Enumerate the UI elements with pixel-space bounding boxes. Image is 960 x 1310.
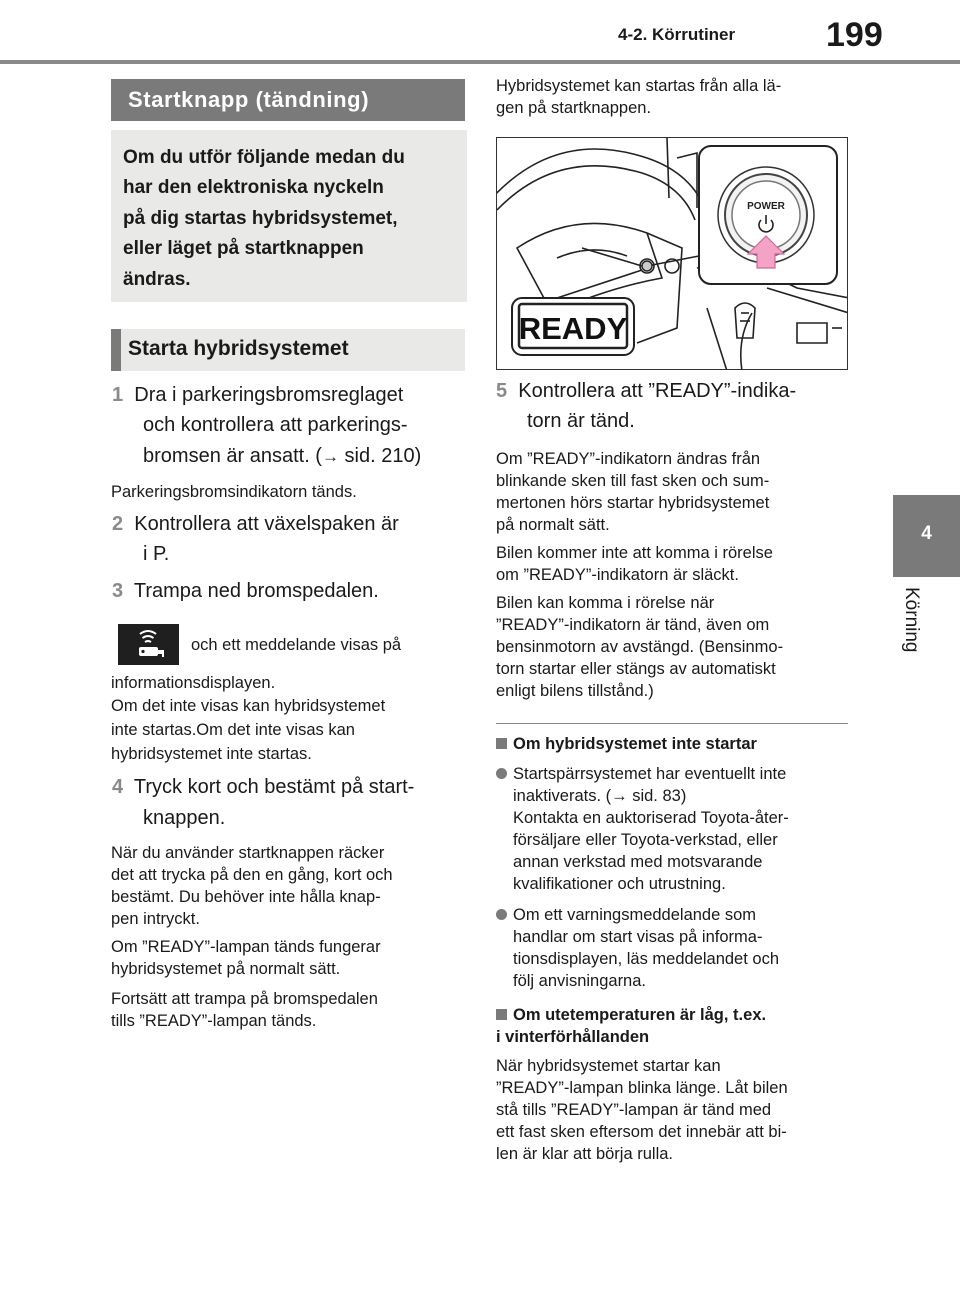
square-bullet-icon xyxy=(496,738,507,749)
step-3: 3 Trampa ned bromspedalen. xyxy=(112,580,379,602)
step-1: 1 Dra i parkeringsbromsreglaget xyxy=(112,384,404,406)
note-line: informationsdisplayen. xyxy=(111,674,276,692)
paragraph-line: Hybridsystemet kan startas från alla lä- xyxy=(496,77,782,95)
circle-bullet-icon xyxy=(496,768,507,779)
section-title: Startknapp (tändning) xyxy=(111,79,465,121)
bullet-line: tionsdisplayen, läs meddelandet och xyxy=(513,950,780,968)
bullet-item: Startspärrsystemet har eventuellt inte xyxy=(496,765,786,784)
arrow-right-icon: → xyxy=(611,787,628,805)
step-5-line: torn är tänd. xyxy=(527,410,635,432)
paragraph-line: När hybridsystemet startar kan xyxy=(496,1057,721,1075)
bullet-line: annan verkstad med motsvarande xyxy=(513,853,763,871)
note-heading: Om hybridsystemet inte startar xyxy=(496,735,757,754)
paragraph-line: Om ”READY”-lampan tänds fungerar xyxy=(111,938,381,956)
bullet-line: försäljare eller Toyota-verkstad, eller xyxy=(513,831,778,849)
icon-note: och ett meddelande visas på xyxy=(191,636,402,654)
paragraph-line: Om ”READY”-indikatorn ändras från xyxy=(496,450,761,468)
bullet-line: Kontakta en auktoriserad Toyota-åter- xyxy=(513,809,789,827)
step-1-line: bromsen är ansatt. (→ sid. 210) xyxy=(143,445,422,467)
paragraph-line: Fortsätt att trampa på bromspedalen xyxy=(111,990,378,1008)
bullet-item: Om ett varningsmeddelande som xyxy=(496,906,756,925)
note-line: hybridsystemet inte startas. xyxy=(111,745,312,763)
bullet-line: kvalifikationer och utrustning. xyxy=(513,875,726,893)
page-reference-link[interactable]: sid. 210) xyxy=(344,445,422,467)
paragraph-line: ”READY”-indikatorn är tänd, även om xyxy=(496,616,770,634)
paragraph-line: ”READY”-lampan blinka länge. Låt bilen xyxy=(496,1079,788,1097)
intro-line: eller läget på startknappen xyxy=(123,238,364,259)
paragraph-line: enligt bilens tillstånd.) xyxy=(496,682,654,700)
note-line: Om det inte visas kan hybridsystemet xyxy=(111,697,386,715)
step-1-note: Parkeringsbromsindikatorn tänds. xyxy=(111,483,357,501)
section-divider xyxy=(496,723,848,724)
step-4: 4 Tryck kort och bestämt på start- xyxy=(112,776,415,798)
paragraph-line: blinkande sken till fast sken och sum- xyxy=(496,472,770,490)
arrow-right-icon: → xyxy=(321,447,339,466)
paragraph-line: ett fast sken eftersom det innebär att bi- xyxy=(496,1123,787,1141)
dashboard-illustration xyxy=(496,137,848,370)
paragraph-line: Bilen kan komma i rörelse när xyxy=(496,594,715,612)
page-number: 199 xyxy=(826,16,883,54)
note-line: inte startas.Om det inte visas kan xyxy=(111,721,355,739)
section-heading: 4-2. Körrutiner xyxy=(618,25,736,44)
paragraph-line: Bilen kommer inte att komma i rörelse xyxy=(496,544,773,562)
intro-line: har den elektroniska nyckeln xyxy=(123,177,384,198)
subsection-title xyxy=(111,329,465,371)
intro-line: ändras. xyxy=(123,269,191,290)
note-heading-line: i vinterförhållanden xyxy=(496,1028,650,1046)
note-heading: Om utetemperaturen är låg, t.ex. xyxy=(496,1006,766,1025)
intro-box xyxy=(111,130,467,302)
subsection-title-text: Starta hybridsystemet xyxy=(128,337,349,360)
circle-bullet-icon xyxy=(496,909,507,920)
paragraph-line: det att trycka på den en gång, kort och xyxy=(111,866,393,884)
paragraph-line: om ”READY”-indikatorn är släckt. xyxy=(496,566,739,584)
chapter-number: 4 xyxy=(921,523,932,544)
header-rule xyxy=(0,60,960,64)
paragraph-line: När du använder startknappen räcker xyxy=(111,844,385,862)
ready-label: READY xyxy=(518,311,628,346)
paragraph-line: stå tills ”READY”-lampan är tänd med xyxy=(496,1101,772,1119)
power-label: POWER xyxy=(747,201,785,212)
paragraph-line: på normalt sätt. xyxy=(496,516,610,534)
intro-line: Om du utför följande medan du xyxy=(123,147,405,168)
step-4-line: knappen. xyxy=(143,807,226,829)
paragraph-line: gen på startknappen. xyxy=(496,99,652,117)
step-2-line: i P. xyxy=(143,543,170,565)
bullet-line: följ anvisningarna. xyxy=(513,972,646,990)
key-indicator-icon xyxy=(118,624,179,665)
paragraph-line: torn startar eller stängs av automatiskt xyxy=(496,660,776,678)
subsection-bar xyxy=(111,329,121,371)
paragraph-line: bestämt. Du behöver inte hålla knap- xyxy=(111,888,381,906)
paragraph-line: hybridsystemet på normalt sätt. xyxy=(111,960,341,978)
chapter-tab[interactable] xyxy=(893,495,960,577)
step-2: 2 Kontrollera att växelspaken är xyxy=(112,513,399,535)
bullet-line: inaktiverats. (→ sid. 83) xyxy=(513,787,687,805)
step-1-line: och kontrollera att parkerings- xyxy=(143,414,408,436)
intro-line: på dig startas hybridsystemet, xyxy=(123,208,398,229)
bullet-line: handlar om start visas på informa- xyxy=(513,928,763,946)
paragraph-line: mertonen hörs startar hybridsystemet xyxy=(496,494,770,512)
square-bullet-icon xyxy=(496,1009,507,1020)
paragraph-line: pen intryckt. xyxy=(111,910,200,928)
step-5: 5 Kontrollera att ”READY”-indika- xyxy=(496,380,797,402)
chapter-label: Körning xyxy=(901,587,922,653)
paragraph-line: len är klar att börja rulla. xyxy=(496,1145,673,1163)
page-reference-link[interactable]: sid. 83) xyxy=(632,787,687,805)
paragraph-line: bensinmotorn av avstängd. (Bensinmo- xyxy=(496,638,784,656)
paragraph-line: tills ”READY”-lampan tänds. xyxy=(111,1012,317,1030)
